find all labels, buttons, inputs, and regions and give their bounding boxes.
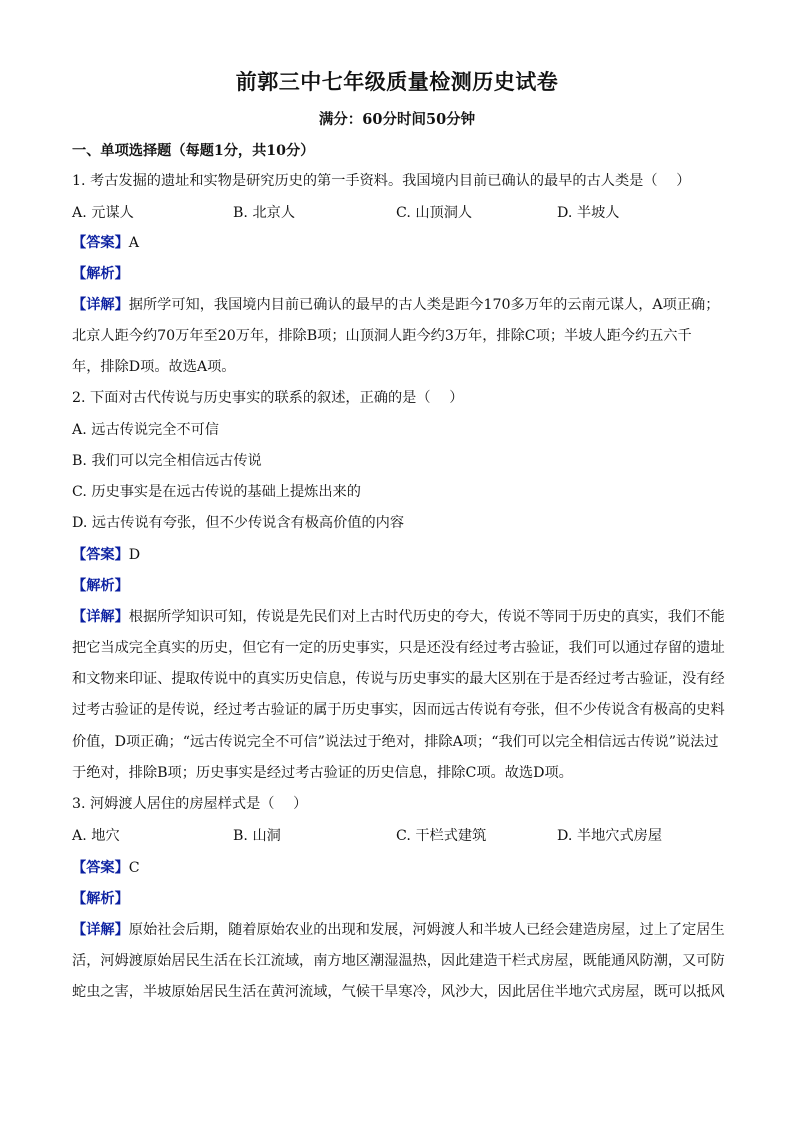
detail-text: 原始社会后期，随着原始农业的出现和发展，河姆渡人和半坡人已经会建造房屋，过上了定居生 <box>128 922 725 938</box>
question-3-option-c: C. 干栏式建筑 <box>396 828 487 844</box>
analysis-tag: 【解析】 <box>72 578 129 594</box>
question-2-stem: 2. 下面对古代传说与历史事实的联系的叙述，正确的是（ ） <box>72 390 464 406</box>
question-1-option-b: B. 北京人 <box>233 205 296 221</box>
question-2-analysis <box>72 576 129 596</box>
question-1-detail-line: 北京人距今约70万年至20万年，排除B项；山顶洞人距今约3万年，排除C项；半坡人距今约五六千 <box>72 328 692 344</box>
detail-text: 根据所学知识可知，传说是先民们对上古时代历史的夸大，传说不等同于历史的真实，我们不能 <box>128 609 725 625</box>
answer-value: D <box>128 547 141 563</box>
page-title: 前郭三中七年级质量检测历史试卷 <box>235 69 559 94</box>
question-2-detail-line: 把它当成完全真实的历史，但它有一定的历史事实，只是还没有经过考古验证，我们可以通过存留的遗址 <box>72 640 725 656</box>
question-1-detail-line: 年，排除D项。故选A项。 <box>72 359 236 375</box>
question-3-detail-line: 蛇虫之害，半坡原始居民生活在黄河流域，气候干旱寒冷，风沙大，因此居住半地穴式房屋，既可以抵风 <box>72 984 725 1000</box>
question-1-option-c: C. 山顶洞人 <box>396 205 473 221</box>
question-2-answer <box>72 545 140 565</box>
question-1-detail-line <box>72 295 719 315</box>
question-1-option-d: D. 半坡人 <box>557 205 620 221</box>
section-heading: 一、单项选择题（每题1分，共10分） <box>72 143 315 159</box>
question-3-detail-line: 活，河姆渡原始居民生活在长江流域，南方地区潮湿温热，因此建造干栏式房屋，既能通风防潮，又可防 <box>72 953 725 969</box>
question-1-option-a: A. 元谋人 <box>72 205 134 221</box>
question-2-detail-line: 价值，D项正确；“远古传说完全不可信”说法过于绝对，排除A项；“我们可以完全相信远古传说”说法过 <box>72 734 719 750</box>
question-1-analysis <box>72 264 129 284</box>
question-3-option-b: B. 山洞 <box>233 828 281 844</box>
question-3-detail-line <box>72 920 725 940</box>
question-2-option-c: C. 历史事实是在远古传说的基础上提炼出来的 <box>72 484 361 500</box>
question-1-stem: 1. 考古发掘的遗址和实物是研究历史的第一手资料。我国境内目前已确认的最早的古人类是（ ） <box>72 173 691 189</box>
question-2-detail-line: 过考古验证的是传说，经过考古验证的属于历史事实，因而远古传说有夸张，但不少传说含有极高的史料 <box>72 702 725 718</box>
question-2-detail-line <box>72 607 725 627</box>
question-2-option-d: D. 远古传说有夸张，但不少传说含有极高价值的内容 <box>72 515 405 531</box>
analysis-tag: 【解析】 <box>72 266 129 282</box>
detail-text: 据所学可知，我国境内目前已确认的最早的古人类是距今170多万年的云南元谋人，A项正确； <box>128 297 720 313</box>
question-3-option-a: A. 地穴 <box>72 828 120 844</box>
answer-tag: 【答案】 <box>72 235 129 251</box>
question-2-option-a: A. 远古传说完全不可信 <box>72 422 219 438</box>
question-2-detail-line: 和文物来印证、提取传说中的真实历史信息，传说与历史事实的最大区别在于是否经过考古验证，没有经 <box>72 671 725 687</box>
question-3-answer <box>72 858 140 878</box>
answer-value: C <box>128 860 140 876</box>
question-3-option-d: D. 半地穴式房屋 <box>557 828 663 844</box>
question-3-analysis <box>72 889 129 909</box>
score-time-subtitle: 满分：60分时间50分钟 <box>318 111 476 128</box>
question-2-detail-line: 于绝对，排除B项；历史事实是经过考古验证的历史信息，排除C项。故选D项。 <box>72 765 573 781</box>
answer-tag: 【答案】 <box>72 860 129 876</box>
question-2-option-b: B. 我们可以完全相信远古传说 <box>72 453 262 469</box>
answer-value: A <box>128 235 140 251</box>
answer-tag: 【答案】 <box>72 547 129 563</box>
question-1-answer <box>72 233 139 253</box>
detail-tag: 【详解】 <box>72 922 129 938</box>
detail-tag: 【详解】 <box>72 297 129 313</box>
analysis-tag: 【解析】 <box>72 891 129 907</box>
detail-tag: 【详解】 <box>72 609 129 625</box>
question-3-stem: 3. 河姆渡人居住的房屋样式是（ ） <box>72 796 308 812</box>
